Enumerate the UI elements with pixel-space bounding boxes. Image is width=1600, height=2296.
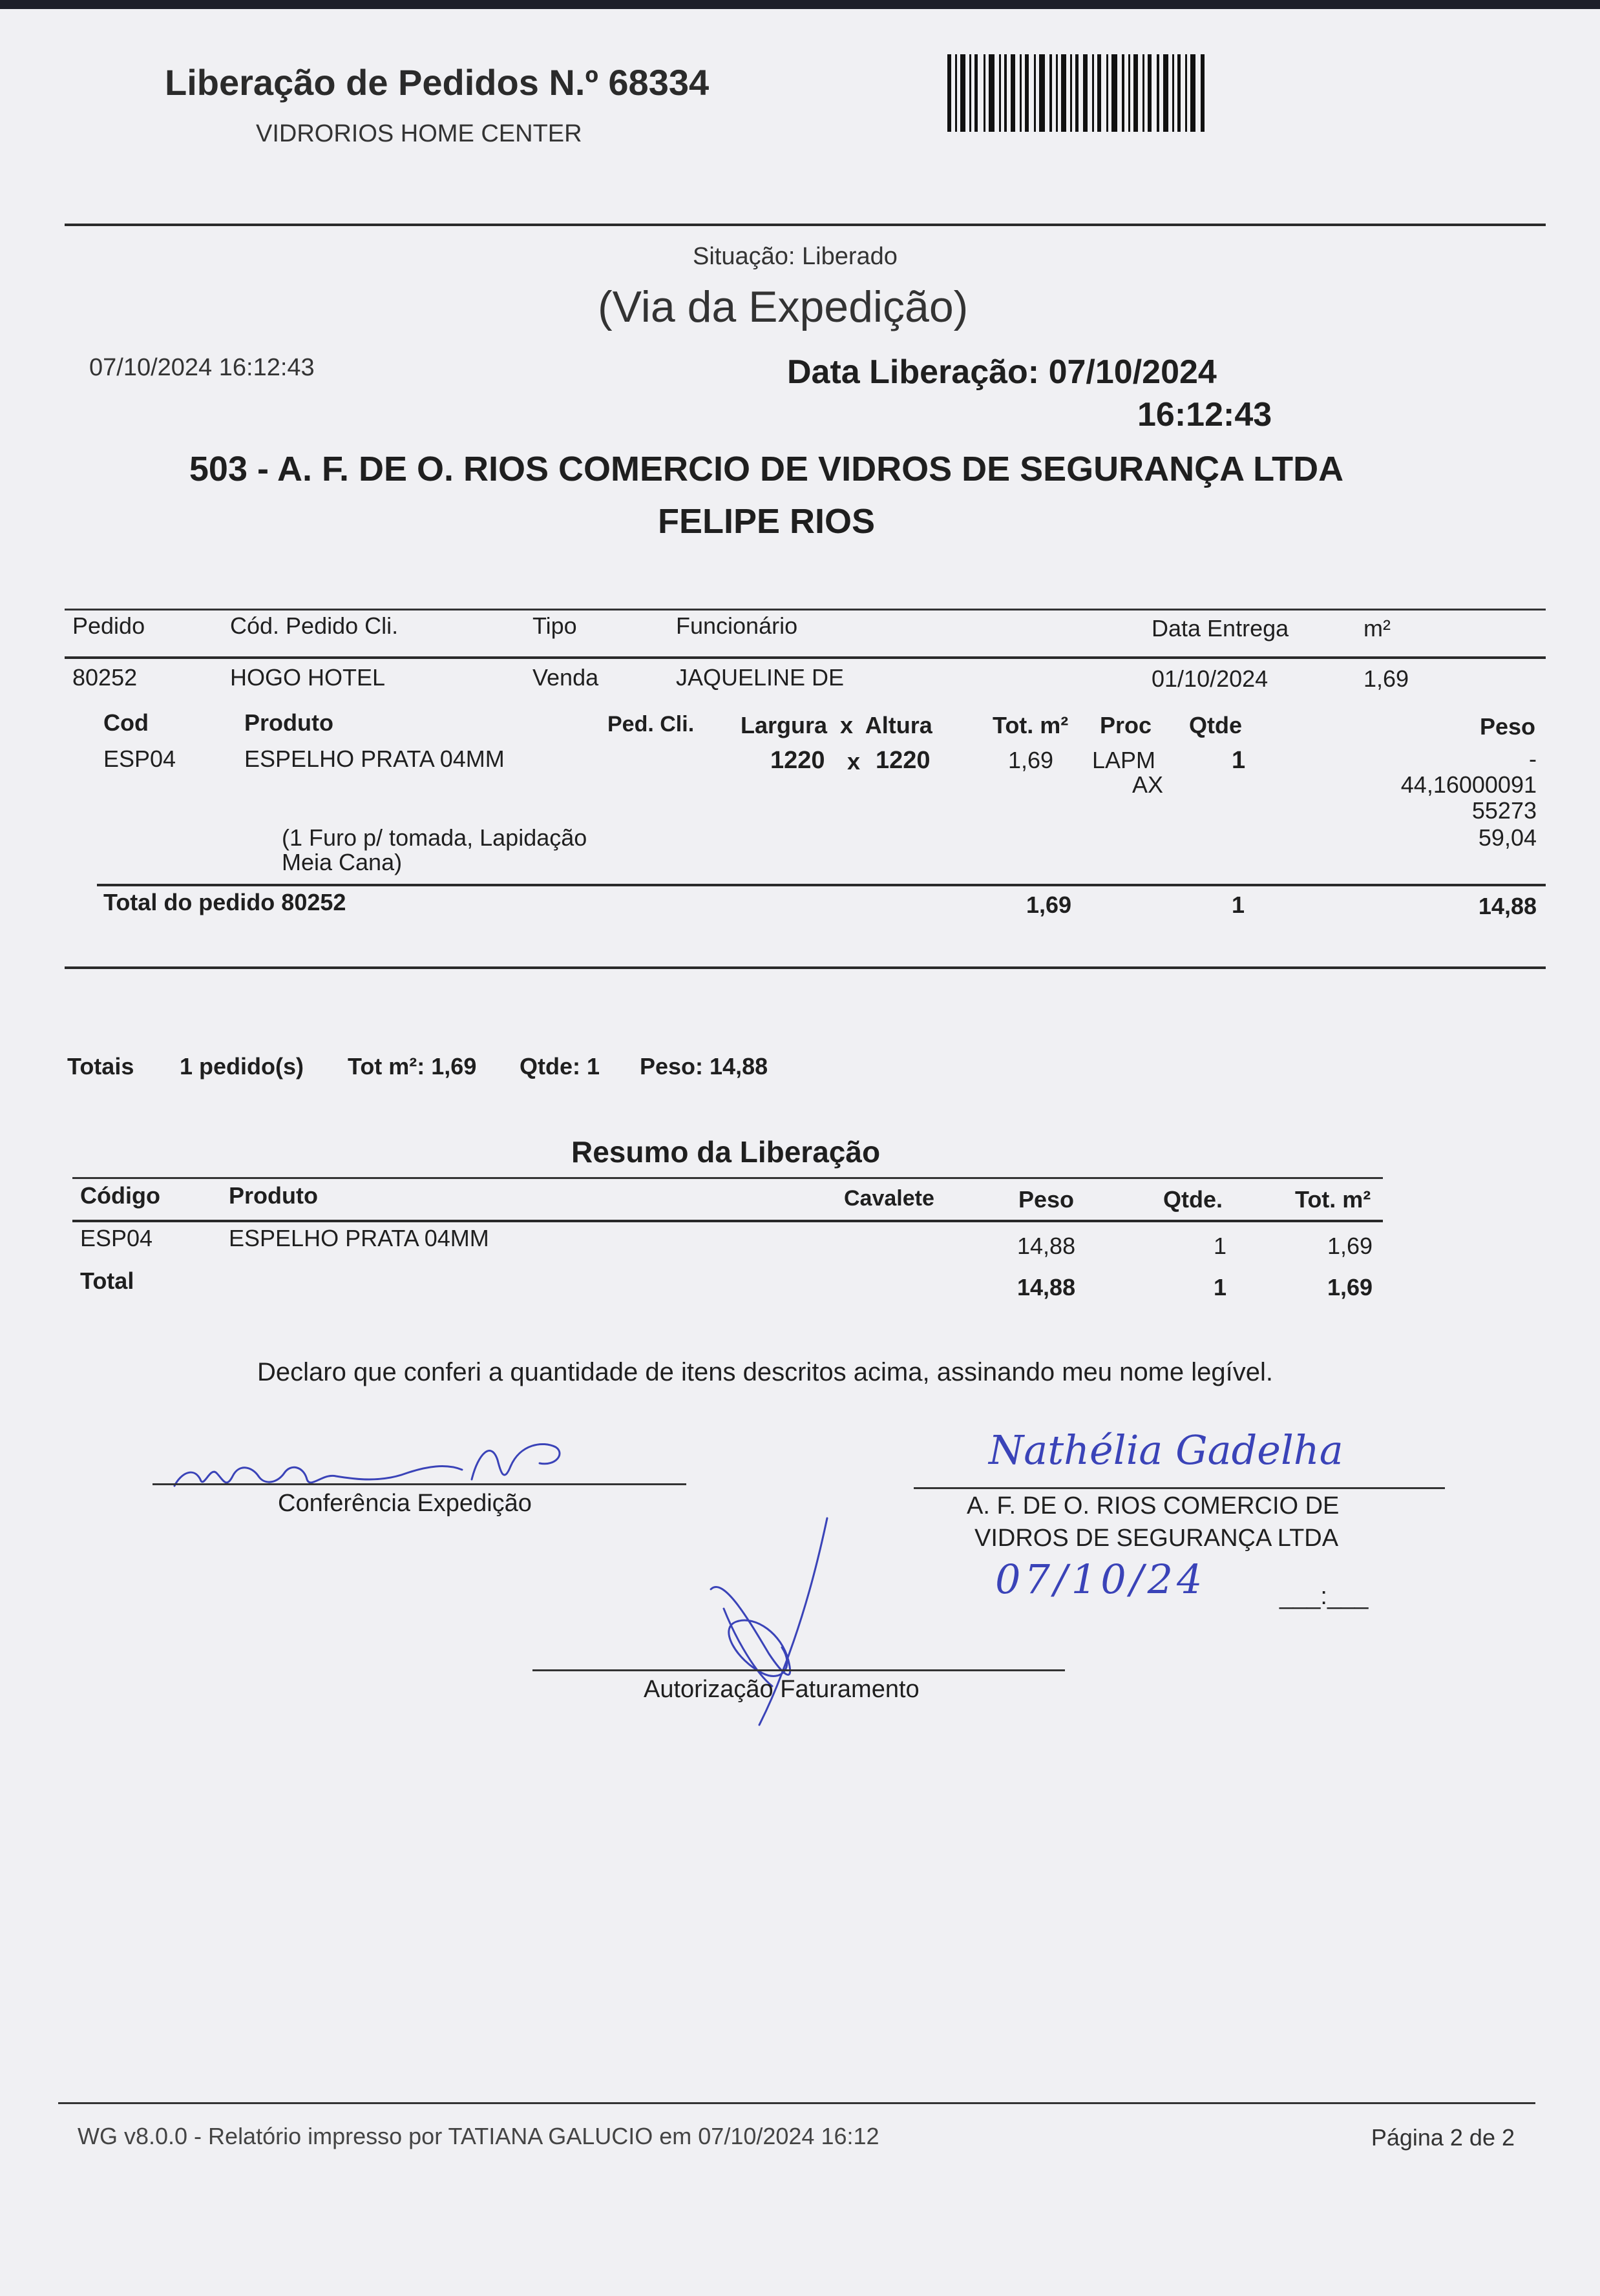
- totals-m2: Tot m²: 1,69: [348, 1053, 477, 1080]
- footer-page-number: Página 2 de 2: [1371, 2124, 1515, 2151]
- item-obs-line2: Meia Cana): [282, 849, 403, 875]
- order-m2: 1,69: [1363, 665, 1409, 692]
- company-signature-line: [914, 1487, 1445, 1489]
- col-tipo: Tipo: [532, 612, 577, 639]
- company-line2: VIDROS DE SEGURANÇA LTDA: [974, 1525, 1339, 1552]
- scan-top-edge: [0, 0, 1600, 9]
- time-blank: ___:___: [1279, 1583, 1369, 1610]
- company-line1: A. F. DE O. RIOS COMERCIO DE: [967, 1492, 1340, 1519]
- item-col-qtde: Qtde: [1189, 712, 1243, 738]
- item-col-peso: Peso: [1480, 713, 1536, 740]
- item-tot-m2: 1,69: [1008, 747, 1054, 773]
- order-total-m2: 1,69: [1026, 892, 1072, 918]
- item-peso-line4: 59,04: [1478, 824, 1537, 851]
- item-dimension-x: x: [847, 748, 861, 775]
- order-table-header-rule: [65, 656, 1546, 659]
- header-divider: [65, 224, 1546, 226]
- item-total-rule: [97, 884, 1546, 886]
- summary-col-qtde: Qtde.: [1163, 1186, 1223, 1213]
- order-cod-pedido-cli: HOGO HOTEL: [230, 664, 386, 691]
- item-qtde: 1: [1232, 747, 1246, 774]
- summary-qtde: 1: [1214, 1233, 1227, 1259]
- item-peso-line2: 44,16000091: [1400, 771, 1537, 798]
- summary-total-qtde: 1: [1214, 1274, 1227, 1300]
- item-col-ped-cli: Ped. Cli.: [607, 712, 695, 736]
- summary-header-rule: [72, 1220, 1383, 1222]
- col-funcionario: Funcionário: [676, 612, 798, 639]
- footer-rule: [58, 2102, 1535, 2104]
- item-proc-line2: AX: [1132, 771, 1164, 798]
- col-cod-pedido-cli: Cód. Pedido Cli.: [230, 612, 399, 639]
- handwritten-name: Nathélia Gadelha: [989, 1426, 1343, 1474]
- expedicao-signature-line: [153, 1483, 686, 1485]
- item-obs-line1: (1 Furo p/ tomada, Lapidação: [282, 824, 587, 851]
- summary-col-tot-m2: Tot. m²: [1295, 1186, 1371, 1213]
- handwritten-date: 07/10/24: [995, 1556, 1206, 1603]
- faturamento-signature-line: [532, 1669, 1065, 1671]
- summary-codigo: ESP04: [80, 1225, 153, 1251]
- release-time: 16:12:43: [1137, 396, 1272, 433]
- summary-total-tot-m2: 1,69: [1327, 1274, 1373, 1300]
- item-col-tot-m2: Tot. m²: [993, 712, 1069, 738]
- totals-qtde: Qtde: 1: [520, 1053, 600, 1080]
- order-total-label: Total do pedido 80252: [103, 889, 346, 915]
- totals-pedidos: 1 pedido(s): [180, 1053, 304, 1080]
- summary-col-cavalete: Cavalete: [844, 1186, 934, 1211]
- col-m2: m²: [1363, 615, 1391, 642]
- expedicao-signature: [168, 1428, 582, 1499]
- col-pedido: Pedido: [72, 612, 145, 639]
- item-largura: 1220: [770, 747, 825, 774]
- status-text: Situação: Liberado: [693, 243, 898, 270]
- item-proc-line1: LAPM: [1092, 747, 1156, 773]
- item-col-proc: Proc: [1100, 712, 1152, 738]
- declaration-text: Declaro que conferi a quantidade de itens descritos acima, assinando meu nome legível.: [257, 1358, 1274, 1386]
- summary-tot-m2: 1,69: [1327, 1233, 1373, 1259]
- totals-label: Totais: [67, 1053, 134, 1080]
- item-cod: ESP04: [103, 746, 176, 772]
- item-col-produto: Produto: [244, 709, 333, 736]
- order-table-top: [65, 609, 1546, 611]
- summary-col-produto: Produto: [229, 1182, 318, 1209]
- item-col-cod: Cod: [103, 709, 149, 736]
- release-date: Data Liberação: 07/10/2024: [787, 353, 1217, 391]
- order-section-bottom-rule: [65, 966, 1546, 969]
- order-total-qtde: 1: [1232, 892, 1245, 918]
- footer-printed-by: WG v8.0.0 - Relatório impresso por TATIANA GALUCIO em 07/10/2024 16:12: [78, 2123, 879, 2149]
- expedicao-label: Conferência Expedição: [278, 1490, 532, 1517]
- totals-peso: Peso: 14,88: [640, 1053, 768, 1080]
- summary-top-rule: [72, 1177, 1383, 1179]
- order-funcionario: JAQUELINE DE: [676, 664, 845, 691]
- summary-peso: 14,88: [1017, 1233, 1076, 1259]
- faturamento-label: Autorização Faturamento: [644, 1676, 920, 1703]
- item-peso-line1: -: [1529, 746, 1537, 772]
- item-col-largura-altura: Largura x Altura: [741, 712, 932, 738]
- summary-total-peso: 14,88: [1017, 1274, 1076, 1300]
- item-peso-line3: 55273: [1471, 797, 1537, 824]
- order-tipo: Venda: [532, 664, 599, 691]
- col-data-entrega: Data Entrega: [1152, 615, 1289, 642]
- client-contact: FELIPE RIOS: [657, 502, 876, 541]
- print-datetime: 07/10/2024 16:12:43: [89, 354, 315, 381]
- order-pedido: 80252: [72, 664, 138, 691]
- order-data-entrega: 01/10/2024: [1152, 665, 1268, 692]
- document-title: Liberação de Pedidos N.º 68334: [165, 62, 710, 103]
- summary-col-peso: Peso: [1018, 1186, 1075, 1213]
- item-altura: 1220: [876, 747, 931, 774]
- company-name: VIDRORIOS HOME CENTER: [256, 120, 582, 147]
- client-name: 503 - A. F. DE O. RIOS COMERCIO DE VIDROS DE SEGURANÇA LTDA: [189, 450, 1344, 488]
- copy-label: (Via da Expedição): [598, 282, 969, 331]
- summary-col-codigo: Código: [80, 1182, 160, 1209]
- summary-produto: ESPELHO PRATA 04MM: [229, 1225, 489, 1251]
- summary-total-label: Total: [80, 1268, 134, 1294]
- item-produto: ESPELHO PRATA 04MM: [244, 746, 505, 772]
- order-total-peso: 14,88: [1478, 893, 1537, 919]
- barcode: [947, 54, 1206, 132]
- summary-title: Resumo da Liberação: [571, 1135, 881, 1169]
